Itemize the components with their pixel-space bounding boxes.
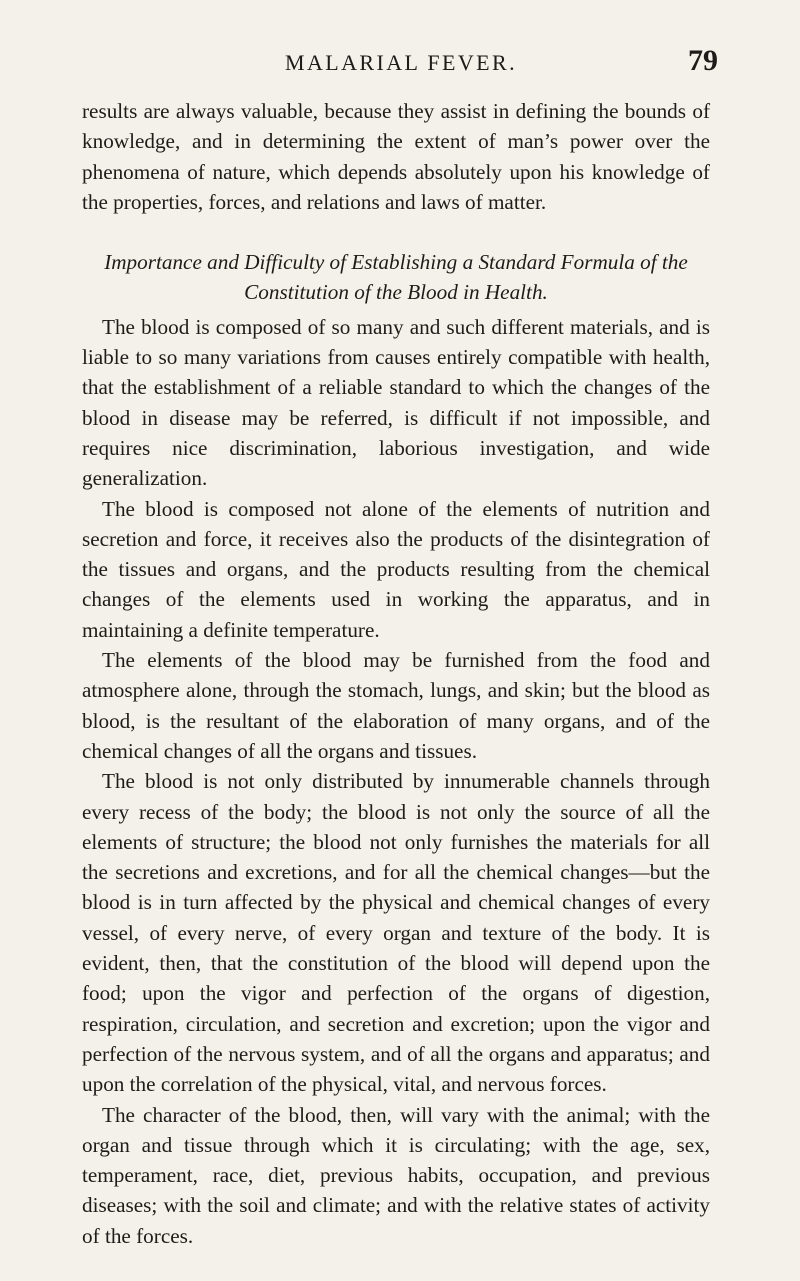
paragraph-continued: results are always valuable, because they assist in defining the bounds of knowledge, and in determining the extent of man’s power over the phenomena of nature, which depends absolutely upon his knowledge of the properties, forces, and relations and laws of matter. bbox=[82, 99, 710, 214]
paragraph: The elements of the blood may be furnished from the food and atmosphere alone, through the stomach, lungs, and skin; but the blood as blood, is the resultant of the elaboration of many organs, and of the chemical changes of all the organs and tissues. bbox=[82, 648, 710, 763]
body-text bbox=[82, 96, 710, 1251]
paragraph: The character of the blood, then, will vary with the animal; with the organ and tissue through which it is circulating; with the age, sex, temperament, race, diet, previous habits, occupation, and previous diseases; with the soil and climate; and with the relative states of activity of the forces. bbox=[82, 1102, 710, 1248]
section-heading: Importance and Difficulty of Establishing a Standard Formula of the Constitution of the Blood in Health. bbox=[104, 250, 688, 305]
paragraph: The blood is composed not alone of the elements of nutrition and secretion and force, it receives also the products of the disintegration of the tissues and organs, and the products resulting from the chemical changes of the elements used in working the apparatus, and in maintaining a definite temperature. bbox=[82, 496, 710, 642]
running-title: MALARIAL FEVER. bbox=[285, 50, 517, 75]
running-head bbox=[84, 44, 718, 84]
paragraph: The blood is composed of so many and such different materials, and is liable to so many variations from causes entirely compatible with health, that the establishment of a reliable standard to which the changes of the blood in disease may be referred, is difficult if not impossible, and requires nice discrimination, laborious investigation, and wide generalization. bbox=[82, 314, 710, 491]
paragraph: The blood is not only distributed by innumerable channels through every recess of the body; the blood is not only the source of all the elements of structure; the blood not only furnishes the materials for all the secretions and excretions, and for all the chemical changes—but the blood is in turn affected by the physical and chemical changes of every vessel, of every nerve, of every organ and texture of the body. It is evident, then, that the constitution of the blood will depend upon the food; upon the vigor and perfection of the organs of digestion, respiration, circulation, and secretion and excretion; upon the vigor and perfection of the nervous system, and of all the organs and apparatus; and upon the correlation of the physical, vital, and nervous forces. bbox=[82, 769, 710, 1097]
page-number: 79 bbox=[688, 44, 718, 77]
